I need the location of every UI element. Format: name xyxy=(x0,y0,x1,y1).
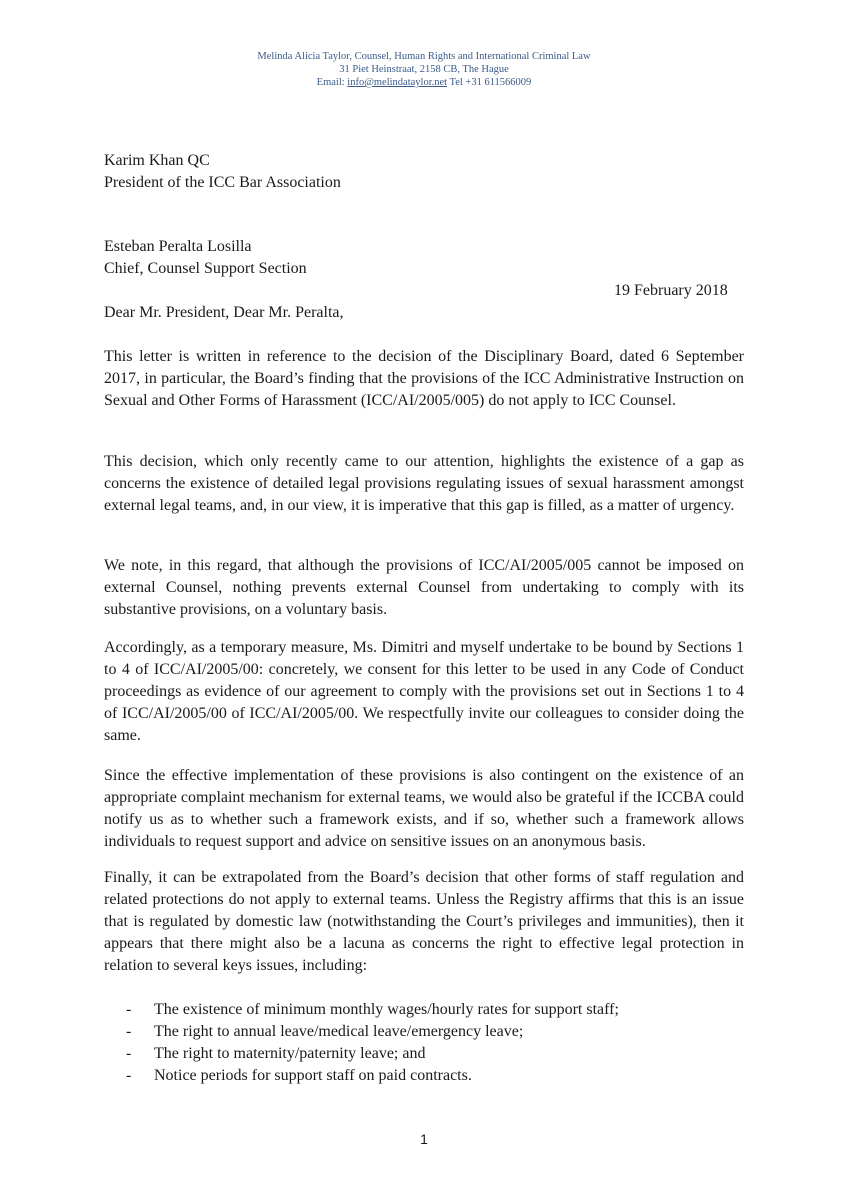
list-item-text: The right to annual leave/medical leave/emergency leave; xyxy=(154,1023,524,1040)
email-link[interactable]: info@melindataylor.net xyxy=(347,77,448,88)
list-item-text: The existence of minimum monthly wages/hourly rates for support staff; xyxy=(154,1001,619,1018)
list-item xyxy=(104,1021,744,1043)
paragraph-6: Finally, it can be extrapolated from the Board’s decision that other forms of staff regulation and related protections do not apply to external teams. Unless the Registry affirms that this is an issue that is regulated by domestic law (notwithstanding the Court’s privileges and immunities), then it appears that there might also be a lacuna as concerns the right to effective legal protection in relation to several keys issues, including: xyxy=(104,869,744,974)
page-number: 1 xyxy=(420,1131,428,1147)
list-item-text: The right to maternity/paternity leave; and xyxy=(154,1045,426,1062)
list-item-text: Notice periods for support staff on paid contracts. xyxy=(154,1067,472,1084)
bullet-dash: - xyxy=(126,1045,132,1062)
paragraph-5: Since the effective implementation of these provisions is also contingent on the existence of an appropriate complaint mechanism for external teams, we would also be grateful if the ICCBA could notify us as to whether such a framework exists, and if so, whether such a framework allows individuals to request support and advice on sensitive issues on an anonymous basis. xyxy=(104,767,744,850)
letterhead-address-line: 31 Piet Heinstraat, 2158 CB, The Hague xyxy=(339,64,509,75)
paragraph-3: We note, in this regard, that although the provisions of ICC/AI/2005/005 cannot be imposed on external Counsel, nothing prevents external Counsel from undertaking to comply with its substantive provisions, on a voluntary basis. xyxy=(104,557,744,618)
salutation: Dear Mr. President, Dear Mr. Peralta, xyxy=(104,304,344,321)
email-label: Email: xyxy=(316,77,345,88)
letterhead xyxy=(0,50,848,89)
issues-list xyxy=(104,999,744,1087)
bullet-dash: - xyxy=(126,1067,132,1084)
paragraph-2: This decision, which only recently came to our attention, highlights the existence of a gap as concerns the existence of detailed legal provisions regulating issues of sexual harassment amongst external legal teams, and, in our view, it is imperative that this gap is filled, as a matter of urgency. xyxy=(104,453,744,514)
recipient-2-name: Esteban Peralta Losilla xyxy=(104,238,252,255)
recipient-2 xyxy=(104,236,744,280)
recipient-1-name: Karim Khan QC xyxy=(104,152,210,169)
recipient-2-title: Chief, Counsel Support Section xyxy=(104,260,307,277)
letterhead-name-line: Melinda Alicia Taylor, Counsel, Human Rights and International Criminal Law xyxy=(257,51,591,62)
list-item xyxy=(104,999,744,1021)
list-item xyxy=(104,1043,744,1065)
paragraph-1: This letter is written in reference to the decision of the Disciplinary Board, dated 6 September 2017, in particular, the Board’s finding that the provisions of the ICC Administrative Instruction on Sexual and Other Forms of Harassment (ICC/AI/2005/005) do not apply to ICC Counsel. xyxy=(104,348,744,409)
paragraph-4: Accordingly, as a temporary measure, Ms. Dimitri and myself undertake to be bound by Sections 1 to 4 of ICC/AI/2005/00: concretely, we consent for this letter to be used in any Code of Conduct proceedings as evidence of our agreement to comply with the provisions set out in Sections 1 to 4 of ICC/AI/2005/00 of ICC/AI/2005/00. We respectfully invite our colleagues to consider doing the same. xyxy=(104,639,744,744)
letter-date: 19 February 2018 xyxy=(614,282,728,299)
letterhead-contact-line xyxy=(0,76,848,89)
recipient-1 xyxy=(104,150,744,194)
bullet-dash: - xyxy=(126,1023,132,1040)
bullet-dash: - xyxy=(126,1001,132,1018)
telephone: Tel +31 611566009 xyxy=(449,77,532,88)
recipient-1-title: President of the ICC Bar Association xyxy=(104,174,341,191)
list-item xyxy=(104,1065,744,1087)
